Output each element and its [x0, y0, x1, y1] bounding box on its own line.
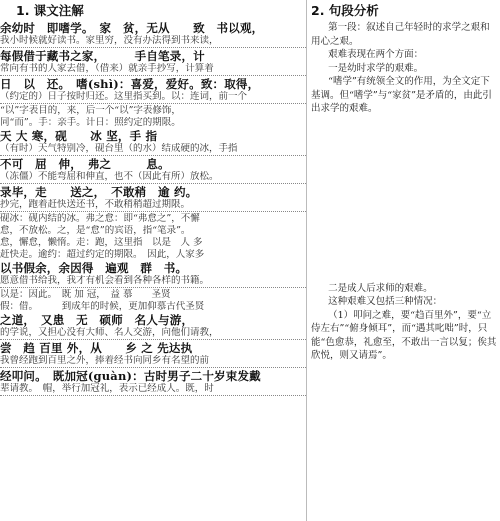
original-text-line: 以书假余，余因得 遍观 群 书。	[0, 261, 188, 275]
original-text-line: 尝 趋 百里 外，从 乡 之 先达执	[0, 341, 193, 355]
analysis-paragraph: 第一段：叙述自己年轻时的求学之艰和用心之艰。	[311, 22, 490, 47]
note-line: 以是：因此。 既 加 冠， 益 慕 圣贤	[0, 289, 171, 300]
translation-line: （约定的）日子按时归还。这里指买到。以：连词，前一个	[0, 91, 306, 104]
original-text-line: 余幼时 即嗜学。 家 贫，无从 致 书以观，	[0, 21, 264, 35]
note-line: 怠，不放松。之，是“怠”的宾语，指“笔录”。	[0, 225, 191, 236]
analysis-paragraph: 二是成人后求师的艰难。	[328, 282, 433, 294]
note-line: “以”字表目的，来，后一个“以”字表修饰，	[0, 105, 181, 116]
note-line: 赶快走。逾约：超过约定的期限。 因此，人家多	[0, 249, 205, 260]
note-line: 砚冰：砚内结的冰。弗之怠：即“弗怠之”，不懈	[0, 213, 200, 224]
translation-line: 我小时候就好读书。家里穷，没有办法得到书来读，	[0, 35, 306, 48]
analysis-block-bottom	[311, 282, 497, 363]
translation-line: 愿意借书给我，我才有机会看到各种各样的书籍。	[0, 275, 306, 288]
note-line: 同“而”。手：亲手。计日：照约定的期限。	[0, 117, 181, 128]
note-line: 假：借。 到成年的时候，更加仰慕古代圣贤	[0, 301, 205, 312]
translation-line: 常向有书的人家去借，（借来）就亲手抄写，计算着	[0, 63, 306, 76]
analysis-blank-space	[311, 116, 497, 282]
annotation-lines	[0, 21, 306, 396]
analysis-paragraph: （1）叩问之难，要“趋百里外”，要“立侍左右”“俯身倾耳”，而“遇其叱咄”时，只能“色愈恭，礼愈至，不敢出一言以复；俟其欣悦，则又请焉”。	[311, 309, 497, 361]
section-heading-analysis: 2. 句段分析	[311, 3, 379, 18]
analysis-block-top	[311, 21, 497, 116]
original-text-line: 不可 屈 伸， 弗之 息。	[0, 157, 170, 171]
original-text-line: 之道， 又患 无 硕师 名人与游，	[0, 313, 194, 327]
original-text-line: 每假借于藏书之家， 手自笔录，计	[0, 49, 205, 63]
analysis-column	[311, 0, 497, 521]
original-text-line: 日 以 还。 嗜(shì)：喜爱，爱好。致：取得，	[0, 77, 260, 91]
translation-line: （有时）天气特别冷，砚台里（的水）结成硬的冰，手指	[0, 143, 306, 156]
section-heading-annotations: 1. 课文注解	[16, 3, 84, 18]
translation-line: （冻僵）不能弯屈和伸直，也不（因此有所）放松。	[0, 171, 306, 184]
original-text-line: 经叩问。 既加冠(guàn)：古时男子二十岁束发戴	[0, 369, 261, 383]
translation-line: 辈请教。 帽，举行加冠礼，表示已经成人。既，时	[0, 383, 306, 396]
analysis-paragraph: 艰难表现在两个方面：	[328, 49, 424, 60]
translation-line: 抄完，跑着赶快送还书，不敢稍稍超过期限。	[0, 199, 306, 212]
original-text-line: 天 大 寒，砚 冰 坚，手 指	[0, 129, 158, 143]
original-text-line: 录毕，走 送之， 不敢稍 逾 约。	[0, 185, 198, 199]
translation-line: 我曾经跑到百里之外，捧着经书向同乡有名望的前	[0, 355, 306, 368]
column-divider	[306, 0, 307, 521]
translation-line: 的学说，又担心没有大师、名人交游，向他们请教，	[0, 327, 306, 340]
analysis-paragraph: 一是幼时求学的艰难。	[328, 62, 424, 74]
analysis-paragraph: 这种艰难又包括三种情况：	[328, 296, 443, 307]
analysis-paragraph: “嗜学”有统领全文的作用，为全文定下基调。但“嗜学”与“家贫”是矛盾的，由此引出求学的艰难。	[311, 76, 492, 114]
note-line: 怠，懈怠，懒惰。走：跑，这里指 以是 人 多	[0, 237, 203, 248]
